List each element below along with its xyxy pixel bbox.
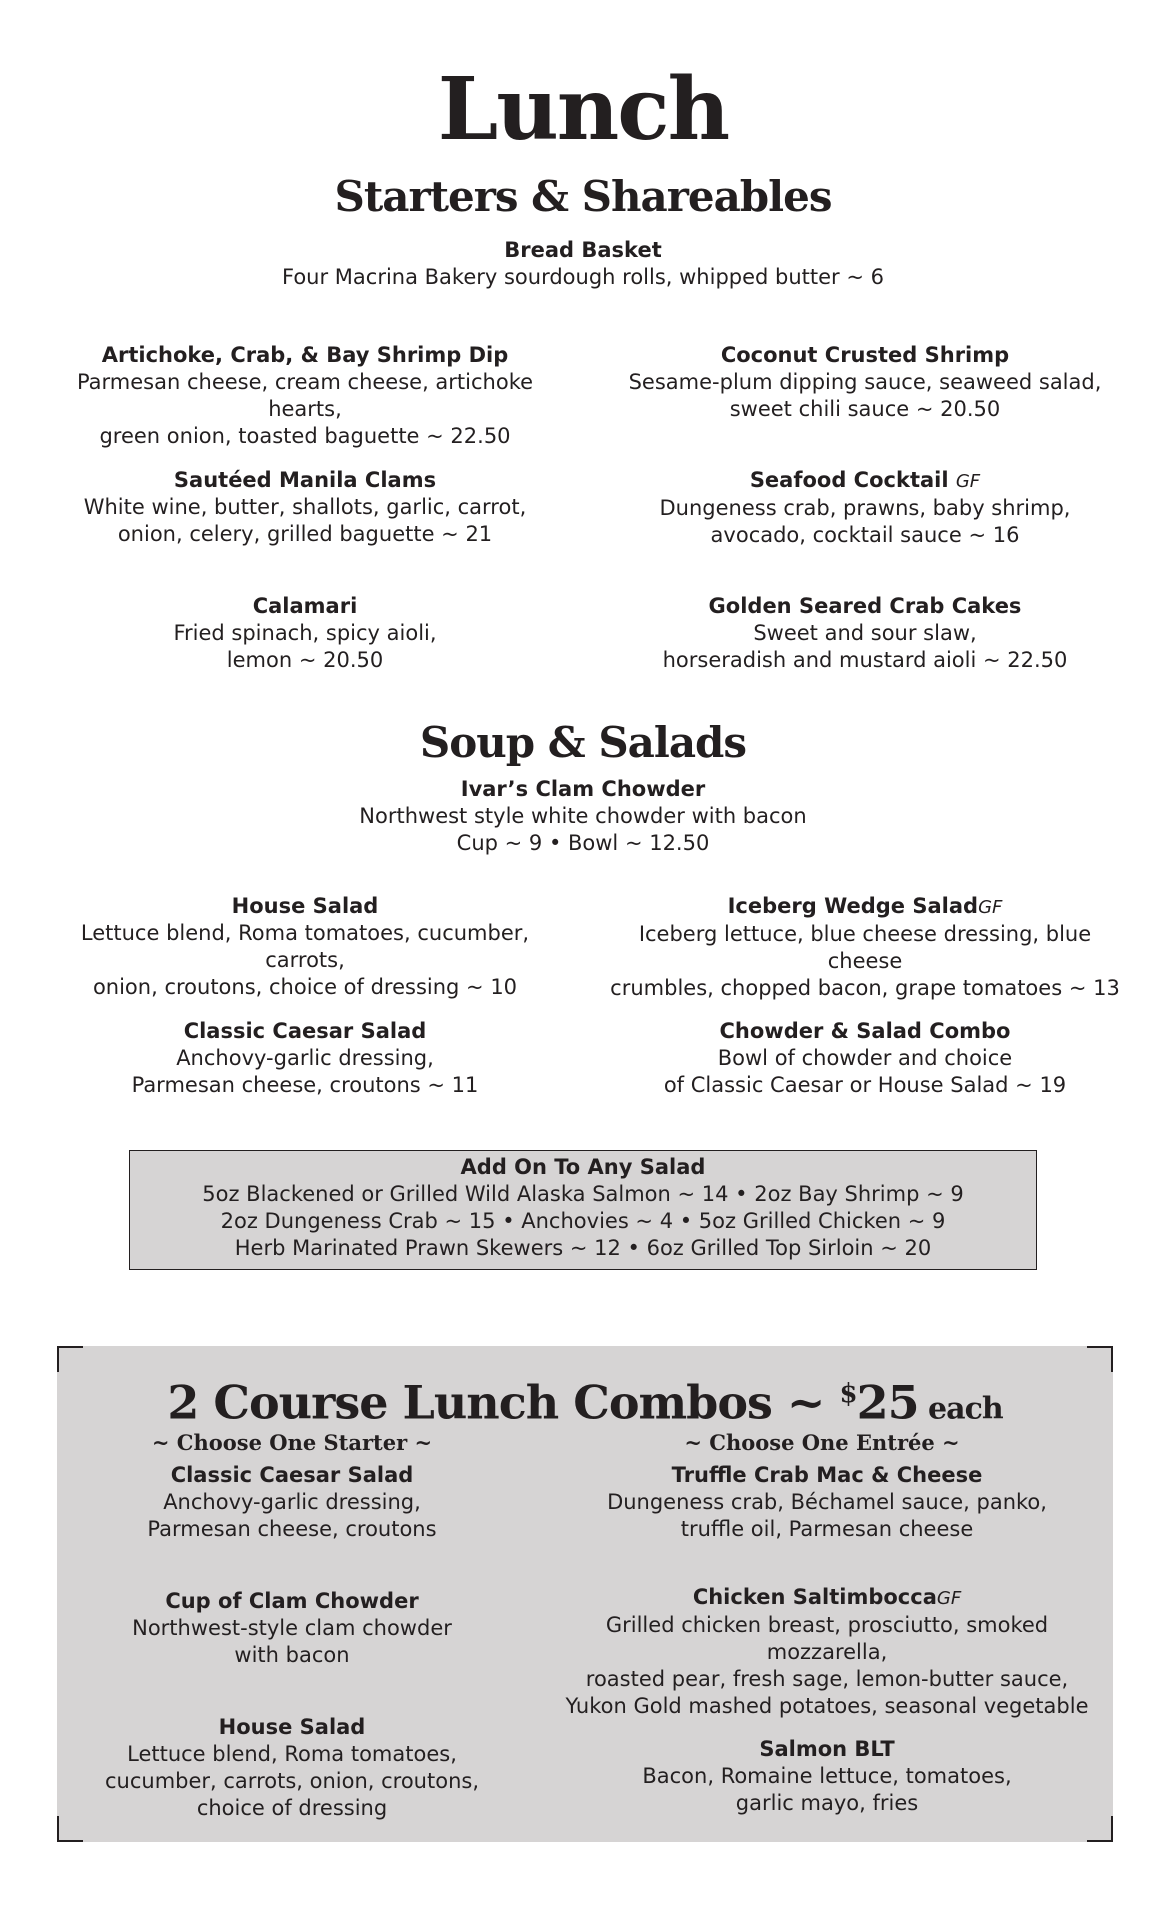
menu-item <box>40 1018 570 1099</box>
item-description: White wine, butter, shallots, garlic, carrot, onion, celery, grilled baguette ~ 21 <box>83 495 527 546</box>
item-name: Golden Seared Crab Cakes <box>708 594 1022 618</box>
add-on-list <box>130 1154 1036 1262</box>
item-name: Chicken Saltimbocca <box>692 1585 937 1609</box>
item-name: Iceberg Wedge Salad <box>727 894 979 918</box>
add-on-box <box>129 1150 1037 1270</box>
item-name: Coconut Crusted Shrimp <box>720 343 1010 367</box>
choose-starter-heading: ~ Choose One Starter ~ <box>151 1430 433 1455</box>
gluten-free-tag: GF <box>936 1588 962 1609</box>
add-on-heading: Add On To Any Salad <box>460 1155 706 1179</box>
item-name: Sautéed Manila Clams <box>173 468 437 492</box>
menu-item-bread-basket <box>0 237 1166 291</box>
menu-item <box>40 893 570 1001</box>
page-title: Lunch <box>437 59 729 160</box>
combo-title-text: 2 Course Lunch Combos ~ <box>167 1375 840 1430</box>
item-description: Iceberg lettuce, blue cheese dressing, blue cheese crumbles, chopped bacon, grape tomatoes ~ 13 <box>610 922 1120 1000</box>
combo-entree-item <box>557 1736 1097 1817</box>
item-name: Classic Caesar Salad <box>170 1463 414 1487</box>
item-name: Artichoke, Crab, & Bay Shrimp Dip <box>101 343 509 367</box>
combo-price: 25 <box>856 1375 919 1430</box>
combo-entree-item <box>557 1462 1097 1543</box>
item-name: Chowder & Salad Combo <box>719 1019 1011 1043</box>
item-description: Anchovy-garlic dressing, Parmesan cheese, croutons ~ 11 <box>131 1046 479 1097</box>
combo-starter-item <box>57 1588 527 1669</box>
item-description: Fried spinach, spicy aioli, lemon ~ 20.50 <box>173 621 437 672</box>
item-name: Cup of Clam Chowder <box>165 1589 419 1613</box>
gluten-free-tag: GF <box>955 471 981 492</box>
gluten-free-tag: GF <box>978 897 1003 918</box>
item-description: Northwest style white chowder with bacon Cup ~ 9 • Bowl ~ 12.50 <box>359 804 807 855</box>
item-name: Classic Caesar Salad <box>183 1019 427 1043</box>
lunch-combo-box <box>57 1346 1113 1842</box>
item-name: Seafood Cocktail <box>749 468 949 492</box>
item-name: Calamari <box>252 594 358 618</box>
item-description: Dungeness crab, Béchamel sauce, panko, truffle oil, Parmesan cheese <box>607 1490 1047 1541</box>
item-name: Bread Basket <box>504 238 662 262</box>
item-name: House Salad <box>231 894 379 918</box>
currency-symbol: $ <box>839 1379 857 1409</box>
combo-title <box>57 1366 1113 1437</box>
item-description: Sweet and sour slaw, horseradish and mustard aioli ~ 22.50 <box>662 621 1068 672</box>
add-on-description: 5oz Blackened or Grilled Wild Alaska Salmon ~ 14 • 2oz Bay Shrimp ~ 9 2oz Dungeness Crab ~ 15 • Anchovies ~ 4 • 5oz Grilled Chicken ~ 9 Herb Marinated Prawn Skewers ~ 12 • 6oz Grilled Top Sirloin ~ 20 <box>202 1182 964 1260</box>
item-description: Bacon, Romaine lettuce, tomatoes, garlic mayo, fries <box>642 1764 1012 1815</box>
item-description: Lettuce blend, Roma tomatoes, cucumber, carrots, onion, croutons, choice of dressing ~ 10 <box>80 921 530 999</box>
item-name: Truffle Crab Mac & Cheese <box>671 1463 983 1487</box>
soups-heading: Soup & Salads <box>419 718 747 767</box>
menu-item-clam-chowder <box>0 776 1166 857</box>
menu-item <box>40 342 570 450</box>
item-description: Four Macrina Bakery sourdough rolls, whipped butter ~ 6 <box>281 265 885 289</box>
item-description: Anchovy-garlic dressing, Parmesan cheese, croutons <box>147 1490 437 1541</box>
item-description: Dungeness crab, prawns, baby shrimp, avocado, cocktail sauce ~ 16 <box>659 496 1071 547</box>
item-name: Salmon BLT <box>759 1737 895 1761</box>
menu-item <box>600 467 1130 549</box>
combo-entree-item <box>557 1584 1097 1720</box>
menu-item <box>600 342 1130 423</box>
combo-starter-item <box>57 1714 527 1822</box>
item-description: Northwest-style clam chowder with bacon <box>132 1616 452 1667</box>
menu-item <box>600 1018 1130 1099</box>
item-name: House Salad <box>218 1715 366 1739</box>
menu-item <box>600 893 1130 1002</box>
item-description: Lettuce blend, Roma tomatoes, cucumber, carrots, onion, croutons, choice of dressing <box>104 1742 479 1820</box>
choose-entree-heading: ~ Choose One Entrée ~ <box>684 1430 960 1455</box>
starters-heading: Starters & Shareables <box>334 172 832 221</box>
menu-item <box>40 467 570 548</box>
item-description: Parmesan cheese, cream cheese, artichoke hearts, green onion, toasted baguette ~ 22.50 <box>76 370 534 448</box>
combo-starter-item <box>57 1462 527 1543</box>
menu-item <box>40 593 570 674</box>
item-name: Ivar’s Clam Chowder <box>460 777 706 801</box>
combo-price-suffix: each <box>918 1391 1003 1427</box>
item-description: Bowl of chowder and choice of Classic Caesar or House Salad ~ 19 <box>663 1046 1067 1097</box>
menu-item <box>600 593 1130 674</box>
item-description: Sesame-plum dipping sauce, seaweed salad, sweet chili sauce ~ 20.50 <box>628 370 1102 421</box>
item-description: Grilled chicken breast, prosciutto, smoked mozzarella, roasted pear, fresh sage, lemon-butter sauce, Yukon Gold mashed potatoes, seasonal vegetable <box>565 1613 1089 1718</box>
corner-mark <box>1087 1816 1113 1842</box>
